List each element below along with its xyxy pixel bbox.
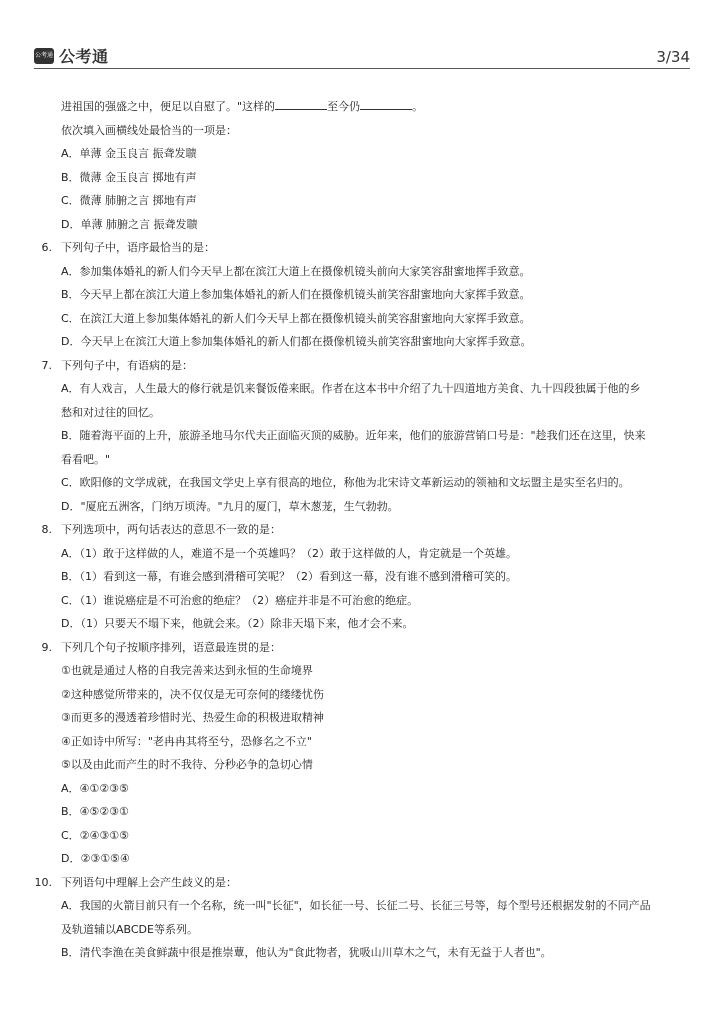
- q9-sentence-4: ④正如诗中所写："老冉冉其将至兮，恐修名之不立": [61, 734, 312, 748]
- q10-stem-line: [0, 871, 724, 895]
- q7-option-b-line1: B．随着海平面的上升，旅游圣地马尔代夫正面临灭顶的威胁。近年来，他们的旅游营销口号是："趁我们还在这里，快来: [61, 429, 646, 442]
- q6-option-d: D．今天早上在滨江大道上参加集体婚礼的新人们都在摄像机镜头前笑容甜蜜地向大家挥手致意。: [61, 335, 532, 348]
- q9-sentence-5: ⑤以及由此而产生的时不我待、分秒必争的急切心情: [61, 758, 313, 771]
- intro-text-3: 。: [412, 100, 424, 113]
- intro-line: [0, 95, 724, 119]
- q10-stem: 下列语句中理解上会产生歧义的是：: [61, 875, 237, 889]
- q9-option-b: B．④⑤②③①: [61, 805, 129, 818]
- q7-option-a-line1: A．有人戏言，人生最大的修行就是饥来餐饭倦来眠。作者在这本书中介绍了九十四道地方美食、九十四段独属于他的乡: [61, 382, 641, 395]
- q5-option-c: C．微薄 肺腑之言 掷地有声: [61, 194, 197, 207]
- q10-option-b: B．清代李渔在美食鲜蔬中很是推崇蕈，他认为"食此物者，犹吸山川草木之气，未有无益于人者也"。: [61, 946, 552, 959]
- q8-stem: 下列选项中，两句话表达的意思不一致的是：: [61, 523, 281, 536]
- page-header: [34, 38, 690, 69]
- q6-option-c: C．在滨江大道上参加集体婚礼的新人们今天早上都在摄像机镜头前笑容甜蜜地向大家挥手致意。: [61, 311, 531, 325]
- q9-option-a: A．④①②③⑤: [61, 781, 129, 795]
- q10-number: 10.: [34, 875, 52, 889]
- intro-text-1: 进祖国的强盛之中，便足以自慰了。"这样的: [61, 100, 276, 113]
- q6-option-a: A．参加集体婚礼的新人们今天早上都在滨江大道上在摄像机镜头前向大家笑容甜蜜地挥手致意。: [61, 264, 531, 278]
- q7-stem: 下列句子中，有语病的是：: [61, 358, 193, 372]
- q6-number: 6.: [41, 241, 52, 254]
- q8-option-b: B．（1）看到这一幕，有谁会感到滑稽可笑呢？（2）看到这一幕，没有谁不感到滑稽可笑的。: [61, 570, 518, 583]
- q9-sentence-3: ③而更多的漫透着珍惜时光、热爱生命的积极进取精神: [61, 711, 324, 724]
- q9-stem: 下列几个句子按顺序排列，语意最连贯的是：: [61, 640, 281, 654]
- q5-option-b: B．微薄 金玉良言 掷地有声: [61, 170, 197, 184]
- q6-option-b: B．今天早上都在滨江大道上参加集体婚礼的新人们在摄像机镜头前笑容甜蜜地向大家挥手致意。: [61, 288, 531, 301]
- q6-stem: 下列句子中，语序最恰当的是：: [61, 241, 215, 254]
- q9-number: 9.: [41, 640, 52, 654]
- q8-stem-line: [0, 518, 724, 542]
- q9-option-d: D．②③①⑤④: [61, 852, 130, 865]
- q10-option-a-line1: A．我国的火箭目前只有一个名称，统一叫"长征"，如长征一号、长征二号、长征三号等，每个型号还根据发射的不同产品: [61, 899, 651, 912]
- q8-option-c: C．（1）谁说癌症是不可治愈的绝症？（2）癌症并非是不可治愈的绝症。: [61, 593, 419, 607]
- fill-blank-1: [275, 97, 327, 110]
- q9-stem-line: [0, 636, 724, 660]
- q8-option-d: D．（1）只要天不塌下来，他就会来。（2）除非天塌下来，他才会不来。: [61, 617, 414, 630]
- logo-text: 公考通: [59, 47, 109, 66]
- q7-option-a-line2: 愁和对过往的回忆。: [61, 405, 160, 419]
- q9-sentence-2: ②这种感觉所带来的，决不仅仅是无可奈何的缕缕忧伤: [61, 687, 324, 701]
- q5-option-d: D．单薄 肺腑之言 振聋发聩: [61, 217, 198, 231]
- q10-option-a-line2: 及轨道辅以ABCDE等系列。: [61, 922, 198, 936]
- page-number: 3/34: [656, 48, 690, 66]
- intro-instruction: 依次填入画横线处最恰当的一项是：: [61, 123, 237, 137]
- q8-option-a: A．（1）敢于这样做的人，难道不是一个英雄吗？（2）敢于这样做的人，肯定就是一个英雄。: [61, 546, 518, 560]
- q7-option-d: D．"厦庇五洲客，门纳万顷涛。"九月的厦门，草木葱茏，生气勃勃。: [61, 499, 399, 513]
- fill-blank-2: [360, 97, 412, 110]
- q9-sentence-1: ①也就是通过人格的自我完善来达到永恒的生命境界: [61, 664, 313, 677]
- q7-stem-line: [0, 354, 724, 378]
- q7-number: 7.: [41, 358, 52, 372]
- q5-option-a: A．单薄 金玉良言 振聋发聩: [61, 147, 197, 160]
- q9-option-c: C．②④③①⑤: [61, 828, 129, 842]
- q8-number: 8.: [41, 523, 52, 536]
- q7-option-b-line2: 看看吧。": [61, 452, 111, 466]
- q7-option-c: C．欧阳修的文学成就，在我国文学史上享有很高的地位，称他为北宋诗文革新运动的领袖和文坛盟主是实至名归的。: [61, 476, 630, 489]
- document-body: [0, 95, 724, 965]
- intro-text-2: 至今仍: [327, 100, 361, 113]
- logo: [34, 44, 109, 67]
- logo-badge: 公考通: [34, 48, 54, 64]
- q6-stem-line: [0, 236, 724, 260]
